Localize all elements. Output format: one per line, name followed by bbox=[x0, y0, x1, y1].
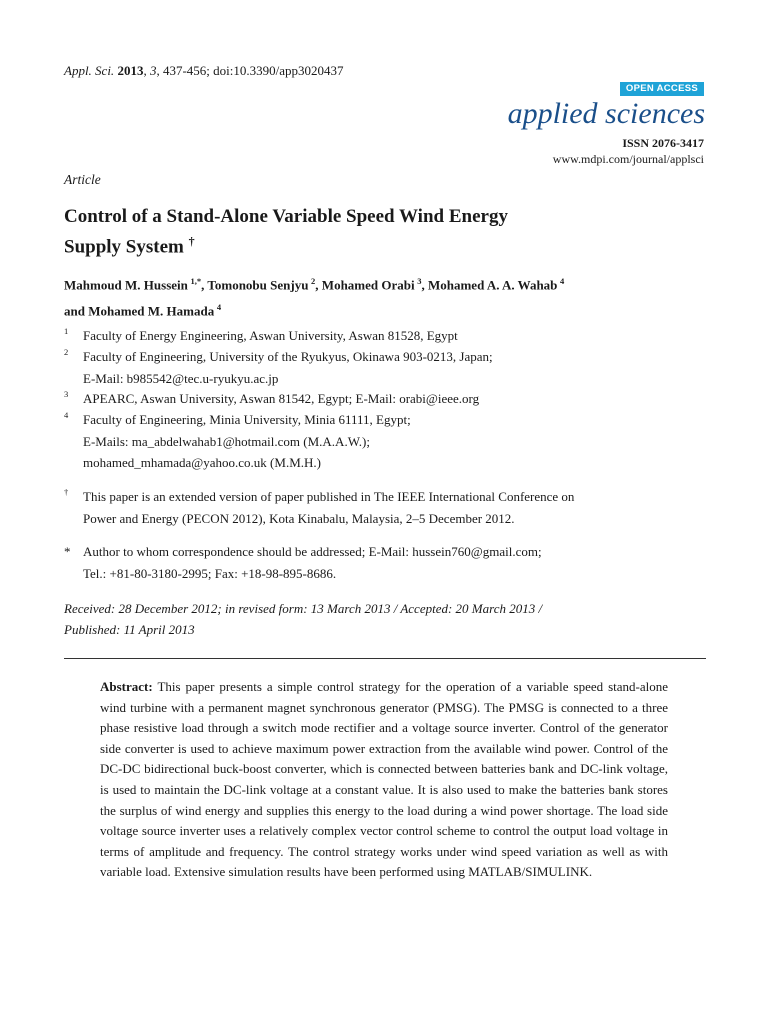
divider bbox=[64, 658, 706, 659]
email-link[interactable]: E-Mails: ma_abdelwahab1@hotmail.com (M.A.A.W.); bbox=[83, 433, 370, 449]
author: and Mohamed M. Hamada bbox=[64, 303, 215, 319]
author: Mahmoud M. Hussein bbox=[64, 277, 188, 293]
email-link[interactable]: E-Mail: b985542@tec.u-ryukyu.ac.jp bbox=[83, 370, 279, 386]
abstract-text: This paper presents a simple control strategy for the operation of a variable speed stand-alone wind turbine with a permanent magnet synchronous generator (PMSG). The PMSG is connected to a three phase resistive load through a switch mode rectifier and a voltage source inverter. Control of the generator side converter is used to achieve maximum power extraction from the available wind power. Control of the DC-DC bidirectional buck-boost converter, which is connected between batteries bank and DC-link voltage, is used to maintain the DC-link voltage at a constant value. It is also used to make the batteries bank stores the surplus of wind energy and supplies this energy to the load during a wind power shortage. The load side voltage source inverter uses a relatively complex vector control scheme to control the output load voltage in terms of amplitude and frequency. The control strategy works under wind speed variation as well as with variable load. Extensive simulation results have been performed using MATLAB/SIMULINK. bbox=[100, 679, 669, 880]
journal-abbrev: Appl. Sci. bbox=[64, 63, 115, 78]
citation-pages-doi: , 437-456; doi:10.3390/app3020437 bbox=[156, 63, 344, 78]
author-list: Mahmoud M. Hussein $^{1,*}$, Tomonobu Senjyu $^2$, Mohamed Orabi $^3$, Mohamed A. A. Wahab $^4$ and Mohamed M. Hamada $^4$ bbox=[64, 276, 565, 319]
publication-dates: Received: 28 December 2012; in revised form: 13 March 2013 / Accepted: 20 March 2013 / Published: 11 April 2013 bbox=[64, 601, 543, 637]
journal-name: applied sciences bbox=[507, 97, 705, 130]
affiliation-2: 2 Faculty of Engineering, University of the Ryukyus, Okinawa 903-0213, Japan; E-Mail: b985542@tec.u-ryukyu.ac.jp bbox=[64, 346, 704, 389]
title-line-1: Control of a Stand-Alone Variable Speed Wind Energy bbox=[64, 206, 508, 227]
affiliation-number: 2 bbox=[64, 347, 69, 357]
citation-year: 2013 bbox=[117, 63, 144, 78]
author-affil-mark: 4 bbox=[560, 276, 565, 286]
author-affil-mark: 3 bbox=[417, 276, 422, 286]
author: Mohamed Orabi bbox=[321, 277, 415, 293]
title-line-2: Supply System bbox=[64, 236, 184, 258]
title-dagger: † bbox=[188, 234, 195, 248]
article-type: Article bbox=[64, 172, 101, 187]
footnote-mark: * bbox=[64, 544, 71, 559]
author: Tomonobu Senjyu bbox=[207, 277, 309, 293]
citation-line: Appl. Sci. 2013, 3, 437-456; doi:10.3390/app3020437 bbox=[64, 63, 344, 78]
author-affil-mark: 2 bbox=[311, 276, 316, 286]
affiliation-1: 1 Faculty of Energy Engineering, Aswan University, Aswan 81528, Egypt bbox=[64, 325, 704, 347]
affiliation-3: 3 APEARC, Aswan University, Aswan 81542, Egypt; E-Mail: orabi@ieee.org bbox=[64, 388, 704, 410]
footnote-mark: † bbox=[64, 487, 69, 497]
email-link[interactable]: mohamed_mhamada@yahoo.co.uk (M.M.H.) bbox=[83, 455, 321, 470]
citation-volume: 3 bbox=[149, 63, 157, 78]
issn: ISSN 2076-3417 bbox=[622, 136, 704, 150]
footnote-corresponding: * Author to whom correspondence should be addressed; E-Mail: hussein760@gmail.com; Tel.: +81-80-3180-2995; Fax: +18-98-895-8686. bbox=[64, 541, 704, 584]
abstract bbox=[100, 677, 668, 883]
paper-title bbox=[64, 204, 704, 259]
affiliation-4: 4 Faculty of Engineering, Minia University, Minia 61111, Egypt; E-Mails: ma_abdelwahab1@hotmail.com (M.A.A.W.); mohamed_mhamada@yahoo.co.uk (M.M.H.) bbox=[64, 409, 704, 474]
author: Mohamed A. A. Wahab bbox=[427, 277, 558, 293]
author-affil-mark: 1,* bbox=[190, 276, 202, 286]
affiliation-number: 1 bbox=[64, 326, 69, 336]
open-access-badge: OPEN ACCESS bbox=[620, 82, 704, 96]
footnote-dagger: † This paper is an extended version of paper published in The IEEE International Conference on Power and Energy (PECON 2012), Kota Kinabalu, Malaysia, 2–5 December 2012. bbox=[64, 486, 704, 529]
author-affil-mark: 4 bbox=[216, 302, 222, 313]
affiliation-number: 4 bbox=[64, 410, 69, 420]
journal-url[interactable]: www.mdpi.com/journal/applsci bbox=[552, 152, 704, 166]
affiliation-number: 3 bbox=[64, 389, 69, 399]
abstract-label: Abstract: bbox=[100, 679, 153, 694]
